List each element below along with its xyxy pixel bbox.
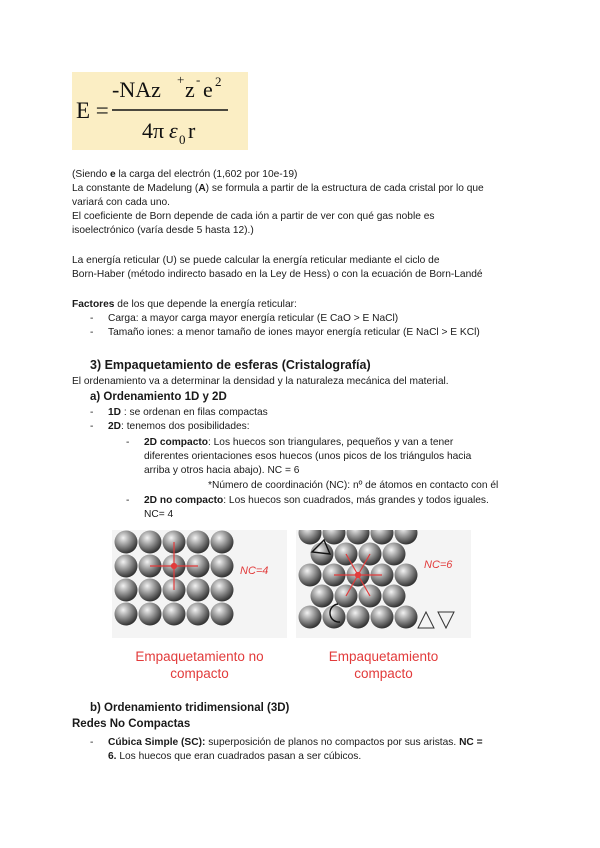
- nocompacto-line-1: [144, 494, 489, 508]
- formula-z2: z: [185, 77, 195, 102]
- compacto-line-3: arriba y otros hacia abajo). NC = 6: [144, 465, 300, 476]
- figure-compacto: [296, 530, 471, 638]
- hex-sphere: [323, 606, 346, 629]
- subsection-b-heading: b) Ordenamiento tridimensional (3D): [90, 702, 290, 714]
- bullet-1d-dash: -: [90, 407, 94, 418]
- factores-dash-1: -: [90, 313, 94, 324]
- nocompacto-l1: : Los huecos son cuadrados, más grandes y todos iguales.: [223, 495, 489, 506]
- bullet-1d: [108, 406, 268, 420]
- calc-line-2: Born-Haber (método indirecto basado en la Ley de Hess) o con la ecuación de Born-Landé: [72, 269, 483, 280]
- caption-no-compacto-l2: compacto: [170, 666, 229, 681]
- hex-sphere: [299, 564, 322, 587]
- factores-title-rest: de los que depende la energía reticular:: [114, 299, 297, 310]
- cubica-l2-rest: Los huecos que eran cuadrados pasan a ser cúbicos.: [116, 751, 362, 762]
- cubica-line-1: [108, 736, 483, 750]
- square-sphere: [187, 579, 210, 602]
- bullet-1d-bold: 1D: [108, 407, 122, 418]
- square-sphere: [115, 555, 138, 578]
- formula-r: r: [188, 118, 196, 143]
- square-sphere: [139, 603, 162, 626]
- nc6-annotation: NC=6: [424, 559, 453, 571]
- cubica-bold: Cúbica Simple (SC):: [108, 737, 206, 748]
- hex-sphere: [395, 530, 418, 545]
- formula-4pi: 4π: [142, 118, 165, 143]
- square-sphere: [139, 531, 162, 554]
- square-sphere: [163, 603, 186, 626]
- caption-no-compacto-l1: Empaquetamiento no: [135, 649, 264, 664]
- square-sphere: [139, 579, 162, 602]
- hex-sphere: [383, 543, 406, 566]
- bullet-2d: [108, 420, 250, 434]
- square-sphere: [211, 555, 234, 578]
- bullet-2d-dash: -: [90, 421, 94, 432]
- hex-sphere: [395, 564, 418, 587]
- formula-sup-plus: +: [177, 72, 185, 87]
- formula-lhs: E =: [76, 98, 109, 123]
- compacto-dash: -: [126, 437, 130, 448]
- formula-numerator-nAz: -NAz: [112, 77, 161, 102]
- nocompacto-bold: 2D no compacto: [144, 495, 224, 506]
- hex-sphere: [395, 606, 418, 629]
- section-3-intro: El ordenamiento va a determinar la densidad y la naturaleza mecánica del material.: [72, 376, 449, 387]
- compacto-l1: : Los huecos son triangulares, pequeños y van a tener: [207, 437, 454, 448]
- bullet-2d-bold: 2D: [108, 421, 122, 432]
- bullet-2d-rest: : tenemos dos posibilidades:: [121, 421, 250, 432]
- factores-dash-2: -: [90, 327, 94, 338]
- subsection-a-heading: a) Ordenamiento 1D y 2D: [90, 391, 227, 403]
- hex-sphere: [347, 530, 370, 545]
- intro-l1-bold: e: [109, 169, 116, 180]
- triangle-orientation-icon: [418, 612, 454, 628]
- formula-sup-2: 2: [215, 74, 222, 89]
- formula-epsilon: ε: [169, 118, 178, 143]
- cubica-line-2: [108, 750, 361, 764]
- section-3-heading: 3) Empaquetamiento de esferas (Cristalografía): [90, 358, 371, 372]
- formula-sub-0: 0: [179, 132, 186, 147]
- intro-line-2: [72, 182, 484, 196]
- nocompacto-dash: -: [126, 495, 130, 506]
- intro-l2-suffix: ) se formula a partir de la estructura de cada cristal por lo que: [205, 183, 484, 194]
- hex-spheres: [299, 530, 418, 629]
- intro-l1-prefix: (Siendo: [72, 169, 110, 180]
- factores-title-bold: Factores: [72, 299, 115, 310]
- factores-item-2: Tamaño iones: a menor tamaño de iones mayor energía reticular (E NaCl > E KCl): [108, 327, 480, 338]
- calc-line-1: La energía reticular (U) se puede calcular la energía reticular mediante el ciclo de: [72, 255, 440, 266]
- compacto-bold: 2D compacto: [144, 437, 208, 448]
- caption-compacto: [296, 648, 471, 682]
- nc-note: *Número de coordinación (NC): nº de átomos en contacto con él: [208, 480, 499, 491]
- bullet-1d-rest: : se ordenan en filas compactas: [121, 407, 268, 418]
- intro-line-3: variará con cada uno.: [72, 197, 170, 208]
- hex-sphere: [299, 530, 322, 545]
- cubica-dash: -: [90, 737, 94, 748]
- intro-line-4: El coeficiente de Born depende de cada ión a partir de ver con qué gas noble es: [72, 211, 435, 222]
- cubica-nc-bold: NC =: [459, 737, 483, 748]
- caption-compacto-l1: Empaquetamiento: [328, 649, 439, 664]
- square-sphere: [187, 531, 210, 554]
- square-sphere: [115, 531, 138, 554]
- factores-title: [72, 298, 297, 312]
- square-sphere: [115, 579, 138, 602]
- intro-l1-suffix: la carga del electrón (1,602 por 10e-19): [115, 169, 298, 180]
- compacto-line-1: [144, 436, 453, 450]
- formula-sup-minus: -: [196, 72, 201, 87]
- hex-sphere: [347, 606, 370, 629]
- redes-no-compactas-heading: Redes No Compactas: [72, 718, 191, 730]
- cubica-rest: superposición de planos no compactos por sus aristas.: [205, 737, 460, 748]
- square-sphere: [211, 531, 234, 554]
- figure-no-compacto: [112, 530, 287, 638]
- square-sphere: [211, 579, 234, 602]
- formula-graphic: [72, 72, 248, 150]
- nc4-annotation: NC=4: [240, 565, 269, 577]
- square-sphere: [211, 603, 234, 626]
- square-sphere: [115, 603, 138, 626]
- square-packing-graphic: [112, 530, 287, 638]
- formula-e: e: [203, 77, 213, 102]
- compacto-line-2: diferentes orientaciones esos huecos (unos picos de los triángulos hacia: [144, 451, 472, 462]
- caption-compacto-l2: compacto: [354, 666, 413, 681]
- hex-packing-graphic: [296, 530, 471, 638]
- hex-sphere: [383, 585, 406, 608]
- intro-l2-bold: A: [198, 183, 206, 194]
- hex-sphere: [299, 606, 322, 629]
- caption-no-compacto: [112, 648, 287, 682]
- factores-item-1: Carga: a mayor carga mayor energía reticular (E CaO > E NaCl): [108, 313, 399, 324]
- hex-sphere: [371, 530, 394, 545]
- intro-line-5: isoelectrónico (varía desde 5 hasta 12).): [72, 225, 254, 236]
- square-sphere: [187, 603, 210, 626]
- intro-l2-prefix: La constante de Madelung (: [72, 183, 199, 194]
- intro-line-1: [72, 168, 297, 182]
- born-lande-formula: [72, 72, 248, 150]
- hex-sphere: [371, 606, 394, 629]
- hex-sphere: [311, 585, 334, 608]
- cubica-l2-bold: 6.: [108, 751, 117, 762]
- nocompacto-line-2: NC= 4: [144, 509, 174, 520]
- hex-sphere: [323, 530, 346, 545]
